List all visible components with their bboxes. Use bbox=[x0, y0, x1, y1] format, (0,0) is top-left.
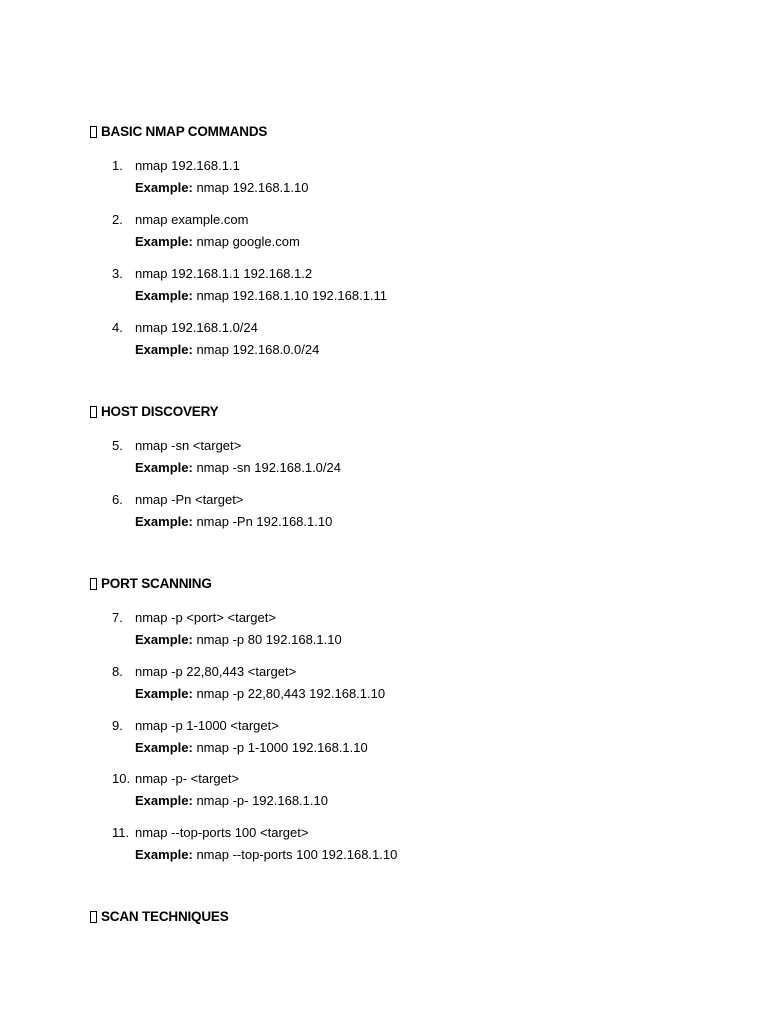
list-item bbox=[112, 209, 300, 252]
example-label: Example: bbox=[135, 513, 193, 529]
section-heading-host-discovery bbox=[90, 404, 218, 419]
example-command: nmap --top-ports 100 192.168.1.10 bbox=[196, 846, 398, 862]
item-command: nmap -p- <target> bbox=[135, 771, 240, 786]
item-number: 3. bbox=[112, 266, 123, 281]
example-label: Example: bbox=[135, 287, 193, 303]
missing-glyph-icon bbox=[90, 911, 97, 923]
item-number: 9. bbox=[112, 718, 123, 733]
example-command: nmap 192.168.1.10 bbox=[196, 179, 309, 195]
item-number: 8. bbox=[112, 664, 123, 679]
list-item bbox=[112, 317, 319, 360]
example-label: Example: bbox=[135, 459, 193, 475]
example-label: Example: bbox=[135, 179, 193, 195]
section-heading-text: BASIC NMAP COMMANDS bbox=[101, 124, 268, 139]
example-label: Example: bbox=[135, 233, 193, 249]
item-number: 7. bbox=[112, 610, 123, 625]
example-label: Example: bbox=[135, 792, 193, 808]
example-command: nmap -p 80 192.168.1.10 bbox=[196, 631, 342, 647]
item-command: nmap --top-ports 100 <target> bbox=[135, 825, 309, 840]
section-heading-text: HOST DISCOVERY bbox=[101, 404, 219, 419]
example-command: nmap 192.168.1.10 192.168.1.11 bbox=[196, 287, 388, 303]
example-command: nmap -Pn 192.168.1.10 bbox=[196, 513, 333, 529]
section-heading-port-scanning bbox=[90, 576, 212, 591]
list-item bbox=[112, 768, 328, 811]
example-command: nmap -p- 192.168.1.10 bbox=[196, 792, 328, 808]
list-item bbox=[112, 155, 308, 198]
example-label: Example: bbox=[135, 685, 193, 701]
list-item bbox=[112, 661, 385, 704]
list-item bbox=[112, 489, 332, 532]
missing-glyph-icon bbox=[90, 578, 97, 590]
example-command: nmap google.com bbox=[196, 233, 300, 249]
example-label: Example: bbox=[135, 739, 193, 755]
example-label: Example: bbox=[135, 846, 193, 862]
item-command: nmap 192.168.1.1 192.168.1.2 bbox=[135, 266, 313, 281]
list-item bbox=[112, 715, 368, 758]
section-heading-text: PORT SCANNING bbox=[101, 576, 212, 591]
item-number: 11. bbox=[112, 825, 130, 840]
example-command: nmap -p 1-1000 192.168.1.10 bbox=[196, 739, 368, 755]
list-item bbox=[112, 263, 387, 306]
example-command: nmap -sn 192.168.1.0/24 bbox=[196, 459, 341, 475]
example-label: Example: bbox=[135, 631, 193, 647]
item-number: 4. bbox=[112, 320, 123, 335]
item-command: nmap -p 22,80,443 <target> bbox=[135, 664, 297, 679]
item-number: 1. bbox=[112, 158, 123, 173]
item-command: nmap example.com bbox=[135, 212, 249, 227]
section-heading-scan-techniques bbox=[90, 909, 229, 924]
missing-glyph-icon bbox=[90, 126, 97, 138]
missing-glyph-icon bbox=[90, 406, 97, 418]
item-number: 6. bbox=[112, 492, 123, 507]
example-command: nmap -p 22,80,443 192.168.1.10 bbox=[196, 685, 386, 701]
item-command: nmap 192.168.1.0/24 bbox=[135, 320, 258, 335]
item-command: nmap -sn <target> bbox=[135, 438, 242, 453]
section-heading-basic-nmap-commands bbox=[90, 124, 267, 139]
item-command: nmap -Pn <target> bbox=[135, 492, 244, 507]
item-command: nmap -p 1-1000 <target> bbox=[135, 718, 279, 733]
example-label: Example: bbox=[135, 341, 193, 357]
example-command: nmap 192.168.0.0/24 bbox=[196, 341, 320, 357]
list-item bbox=[112, 607, 342, 650]
item-command: nmap 192.168.1.1 bbox=[135, 158, 240, 173]
list-item bbox=[112, 435, 341, 478]
item-number: 5. bbox=[112, 438, 123, 453]
item-command: nmap -p <port> <target> bbox=[135, 610, 276, 625]
list-item bbox=[112, 822, 397, 865]
item-number: 2. bbox=[112, 212, 123, 227]
section-heading-text: SCAN TECHNIQUES bbox=[101, 909, 229, 924]
item-number: 10. bbox=[112, 771, 131, 786]
